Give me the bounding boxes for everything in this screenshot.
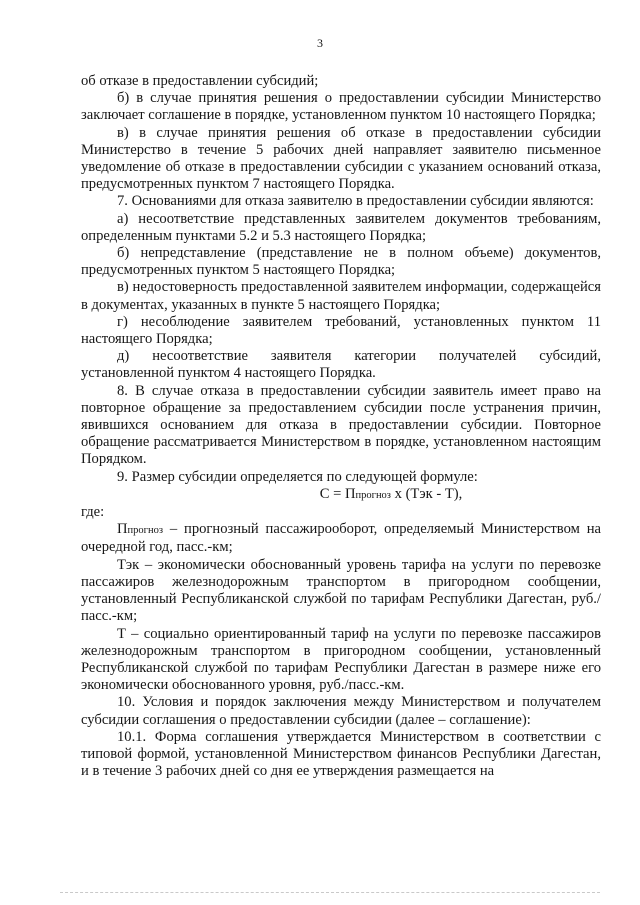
definition-t: Т – социально ориентированный тариф на услуги по перевозке пассажиров железнодорожным транспортом в пригородном сообщении, установленный Республиканской службой по тарифам Республики Дагестан в размере ниже его экономически обоснованного уровня, руб./пасс.-км. bbox=[81, 625, 601, 694]
definition-tek: Тэк – экономически обоснованный уровень тарифа на услуги по перевозке пассажиров железнодорожным транспортом в пригородном сообщении, установленный Республиканской службой по тарифам Республики Дагестан, руб./пасс.-км; bbox=[81, 556, 601, 625]
page-number: 3 bbox=[317, 36, 323, 50]
p-symbol: П bbox=[117, 521, 128, 538]
paragraph-8: 8. В случае отказа в предоставлении субсидии заявитель имеет право на повторное обращение за предоставлением субсидии после устранения причин, явившихся основанием для отказа в предоставлении субсидии. Повторное обращение рассматривается Министерством в порядке, установленном настоящим Порядком. bbox=[81, 382, 601, 468]
paragraph-10: 10. Условия и порядок заключения между Министерством и получателем субсидии соглашения о предоставлении субсидии (далее – соглашение): bbox=[81, 694, 601, 728]
paragraph-6b: б) в случае принятия решения о предоставлении субсидии Министерство заключает соглашение в порядке, установленном пунктом 10 настоящего Порядка; bbox=[81, 90, 601, 124]
definition-p-forecast bbox=[81, 521, 601, 556]
paragraph-6v: в) в случае принятия решения об отказе в предоставлении субсидии Министерство в течение 5 рабочих дней направляет заявителю письменное уведомление об отказе в предоставлении субсидии с указанием оснований отказа, предусмотренных пунктом 7 настоящего Порядка. bbox=[81, 124, 601, 193]
paragraph-7d: д) несоответствие заявителя категории получателей субсидий, установленной пунктом 4 настоящего Порядка. bbox=[81, 348, 601, 382]
p-subscript: прогноз bbox=[127, 525, 163, 537]
formula-lhs: С = П bbox=[319, 485, 356, 502]
paragraph-7v: в) недостоверность предоставленной заявителем информации, содержащейся в документах, указанных в пункте 5 настоящего Порядка; bbox=[81, 279, 601, 313]
where-label: где: bbox=[81, 504, 105, 521]
paragraph-10-1: 10.1. Форма соглашения утверждается Министерством в соответствии с типовой формой, установленной Министерством финансов Республики Дагестан, и в течение 3 рабочих дней со дня ее утверждения размещается на bbox=[81, 728, 601, 780]
paragraph-7: 7. Основаниями для отказа заявителю в предоставлении субсидии являются: bbox=[117, 193, 594, 210]
paragraph-continuation: об отказе в предоставлении субсидий; bbox=[81, 73, 319, 89]
p-definition-text: – прогнозный пассажирооборот, определяемый Министерством на очередной год, пасс.-км; bbox=[81, 521, 601, 556]
formula-subscript: прогноз bbox=[355, 489, 391, 501]
formula-rhs: х (Тэк - Т), bbox=[390, 485, 463, 502]
subsidy-formula bbox=[81, 486, 601, 504]
paragraph-7b: б) непредставление (представление не в полном объеме) документов, предусмотренных пунктом 5 настоящего Порядка; bbox=[81, 245, 601, 279]
paragraph-7g: г) несоблюдение заявителем требований, установленных пунктом 11 настоящего Порядка; bbox=[81, 313, 601, 348]
scan-edge-line bbox=[60, 892, 600, 893]
paragraph-9: 9. Размер субсидии определяется по следующей формуле: bbox=[117, 468, 478, 485]
paragraph-7a: а) несоответствие представленных заявителем документов требованиям, определенным пунктами 5.2 и 5.3 настоящего Порядка; bbox=[81, 210, 601, 244]
document-body bbox=[81, 73, 601, 780]
